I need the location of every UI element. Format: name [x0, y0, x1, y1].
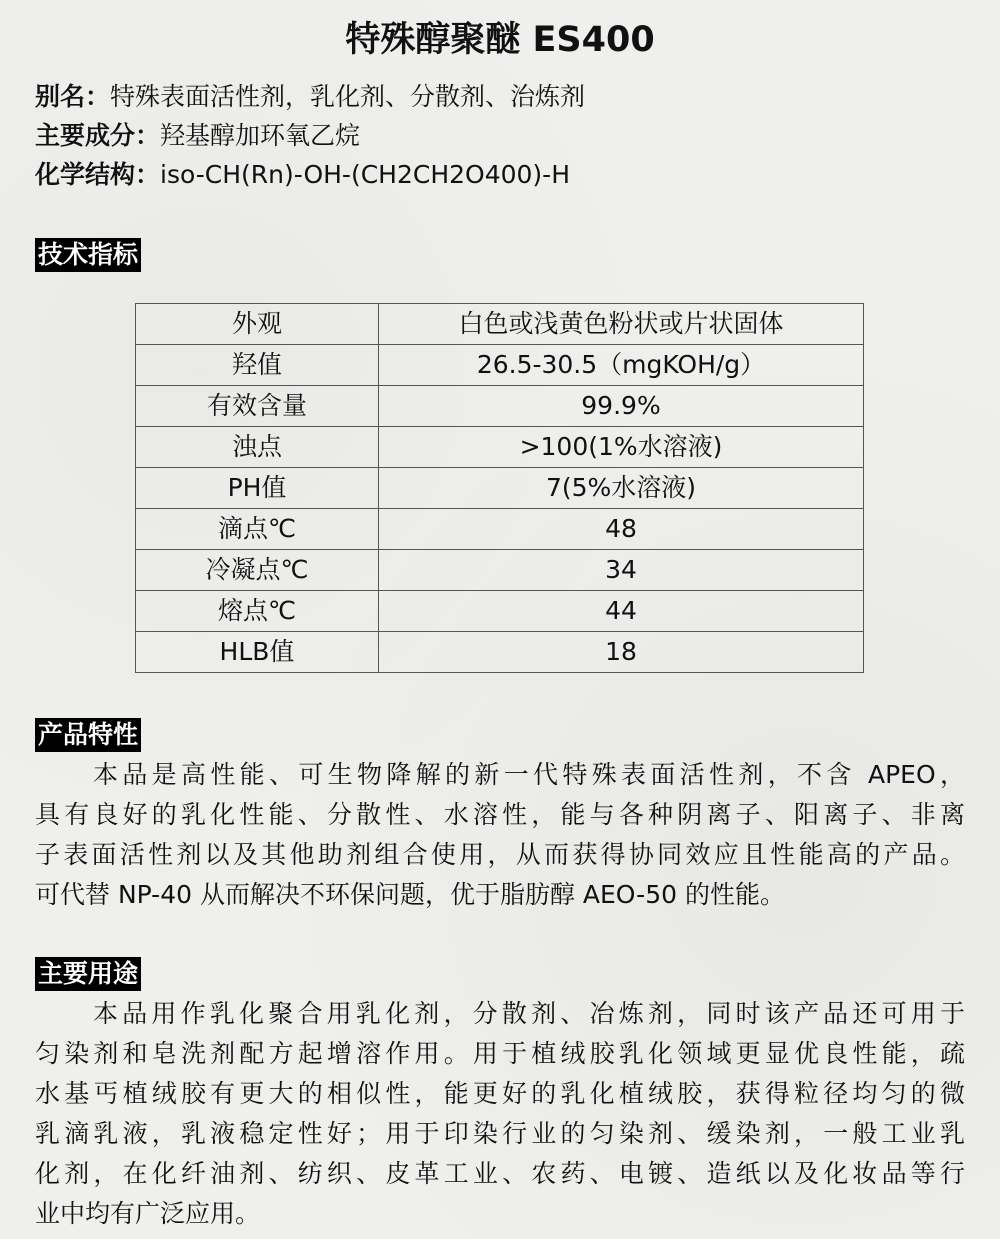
alias-value: 特殊表面活性剂，乳化剂、分散剂、治炼剂: [110, 82, 586, 111]
spec-key: 熔点℃: [136, 591, 379, 632]
spec-row: [136, 468, 864, 509]
features-paragraph: [35, 755, 965, 915]
alias-label: 别名：: [35, 82, 111, 111]
spec-key: 羟值: [136, 345, 379, 386]
spec-section-heading: 技术指标: [35, 238, 141, 272]
spec-value: 白色或浅黄色粉状或片状固体: [379, 304, 864, 345]
spec-row: [136, 591, 864, 632]
alias-row: [35, 77, 585, 116]
spec-key: 滴点℃: [136, 509, 379, 550]
paragraph-line: 业中均有广泛应用。: [35, 1199, 261, 1228]
spec-row: [136, 345, 864, 386]
spec-row: [136, 509, 864, 550]
spec-key: HLB值: [136, 632, 379, 673]
component-value: 羟基醇加环氧乙烷: [160, 121, 361, 150]
uses-heading: 主要用途: [35, 957, 141, 991]
spec-value: 34: [379, 550, 864, 591]
paragraph-line: 化剂，在化纤油剂、纺织、皮革工业、农药、电镀、造纸以及化妆品等行: [35, 1159, 965, 1188]
spec-key: 冷凝点℃: [136, 550, 379, 591]
spec-key: PH值: [136, 468, 379, 509]
spec-value: 48: [379, 509, 864, 550]
paragraph-line: 可代替 NP-40 从而解决不环保问题，优于脂肪醇 AEO-50 的性能。: [35, 880, 785, 909]
paragraph-line: 水基丐植绒胶有更大的相似性，能更好的乳化植绒胶，获得粒径均匀的微: [35, 1079, 965, 1108]
spec-table: [135, 303, 864, 673]
paragraph-line: 匀染剂和皂洗剂配方起增溶作用。用于植绒胶乳化领域更显优良性能，疏: [35, 1039, 965, 1068]
spec-row: [136, 386, 864, 427]
spec-row: [136, 427, 864, 468]
uses-paragraph: [35, 994, 965, 1234]
spec-value: 18: [379, 632, 864, 673]
spec-key: 浊点: [136, 427, 379, 468]
paragraph-line: 本品用作乳化聚合用乳化剂，分散剂、冶炼剂，同时该产品还可用于: [93, 999, 965, 1028]
structure-label: 化学结构：: [35, 160, 161, 189]
spec-row: [136, 304, 864, 345]
spec-value: 44: [379, 591, 864, 632]
spec-row: [136, 632, 864, 673]
spec-value: 7(5%水溶液): [379, 468, 864, 509]
paragraph-line: 具有良好的乳化性能、分散性、水溶性，能与各种阴离子、阳离子、非离: [35, 800, 965, 829]
spec-row: [136, 550, 864, 591]
page-title: 特殊醇聚醚 ES400: [345, 20, 655, 60]
spec-value: 26.5-30.5（mgKOH/g）: [379, 345, 864, 386]
features-heading: 产品特性: [35, 718, 141, 752]
paragraph-line: 本品是高性能、可生物降解的新一代特殊表面活性剂，不含 APEO，: [93, 760, 965, 789]
component-label: 主要成分：: [35, 121, 161, 150]
spec-key: 有效含量: [136, 386, 379, 427]
paragraph-line: 乳滴乳液，乳液稳定性好；用于印染行业的匀染剂、缓染剂，一般工业乳: [35, 1119, 965, 1148]
spec-value: 99.9%: [379, 386, 864, 427]
structure-row: [35, 155, 570, 194]
structure-value: iso-CH(Rn)-OH-(CH2CH2O400)-H: [160, 160, 571, 189]
spec-key: 外观: [136, 304, 379, 345]
component-row: [35, 116, 360, 155]
spec-value: >100(1%水溶液): [379, 427, 864, 468]
paragraph-line: 子表面活性剂以及其他助剂组合使用，从而获得协同效应且性能高的产品。: [35, 840, 965, 869]
